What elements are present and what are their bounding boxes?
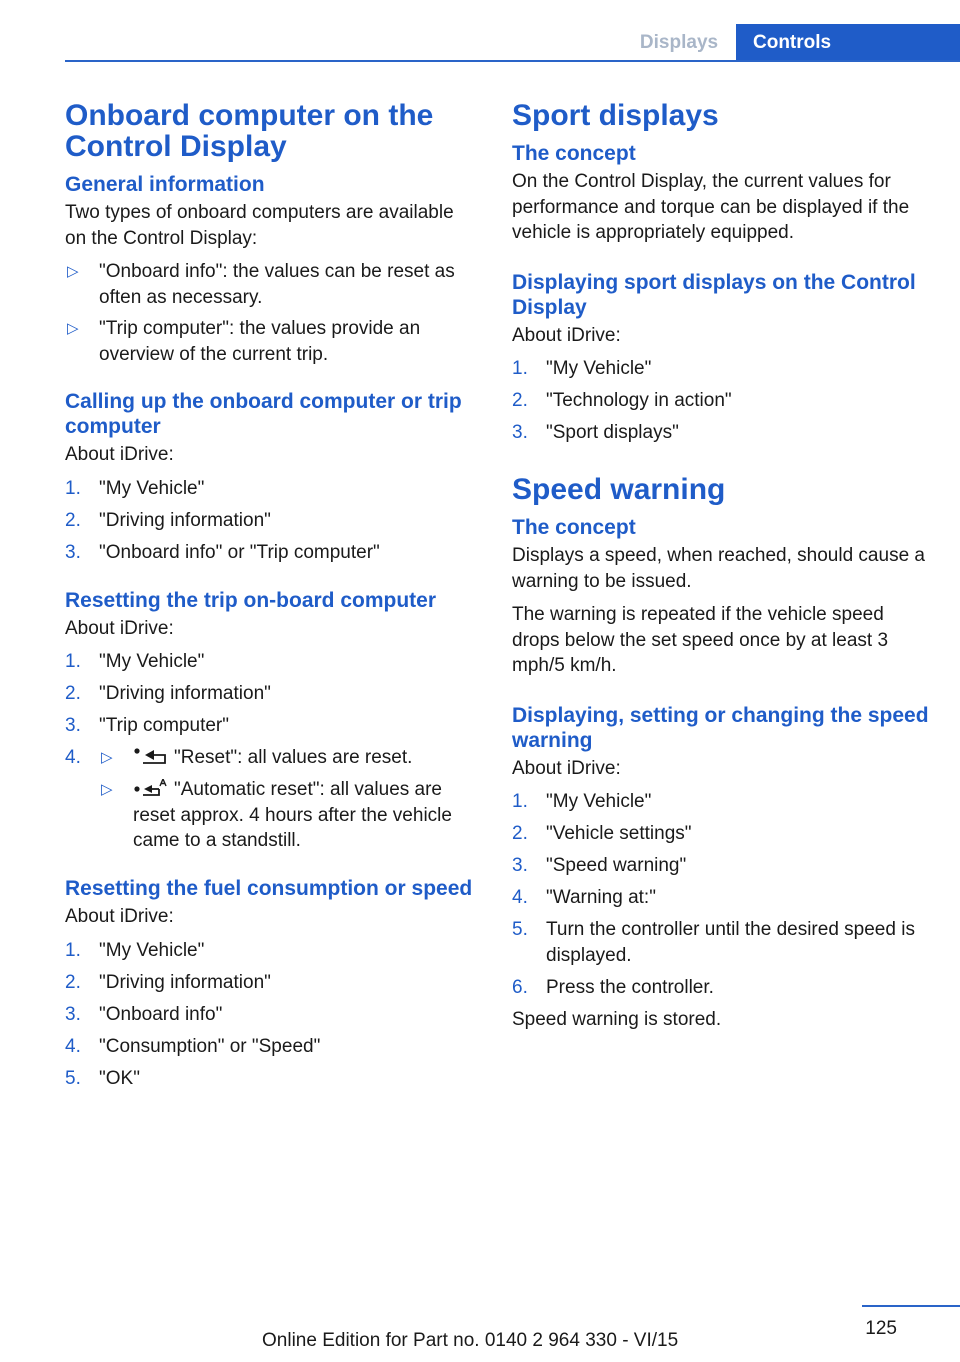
list-item: 6. Press the controller. <box>512 976 714 998</box>
triangle-bullet-icon: ▷ <box>101 749 113 766</box>
list-item: ▷ "Trip computer": the values provide an overview of the current trip. <box>67 318 421 365</box>
triangle-bullet-icon: ▷ <box>101 781 113 798</box>
option-list <box>99 745 477 854</box>
left-column <box>65 100 477 1098</box>
list-item: 1. "My Vehicle" <box>65 651 205 672</box>
steps-list <box>512 356 932 446</box>
header-divider <box>65 60 960 62</box>
subheading-resetting-fuel: Resetting the fuel consumption or speed <box>65 877 473 900</box>
page-number: 125 <box>865 1318 897 1339</box>
triangle-bullet-icon: ▷ <box>67 263 79 280</box>
list-item: 2. "Driving information" <box>65 683 271 704</box>
subheading-resetting-trip: Resetting the trip on-board computer <box>65 588 437 612</box>
tab-controls: Controls <box>736 24 960 61</box>
list-item: 2. "Driving information" <box>65 971 271 993</box>
automatic-reset-icon <box>133 779 169 797</box>
steps-list <box>65 476 477 566</box>
list-item: 4. "Warning at:" <box>512 887 656 908</box>
subheading-the-concept: The concept <box>512 516 636 539</box>
subheading-calling-up: Calling up the onboard computer or trip computer <box>65 390 462 438</box>
list-item: 2. "Technology in action" <box>512 390 732 411</box>
list-item: 4. ▷ "Reset": all values are reset. ▷ "Automatic reset": all values are reset approx. 4 hours after the vehicle came to a standstill. <box>65 745 477 854</box>
list-item: 3. "Onboard info" <box>65 1003 223 1025</box>
subheading-general-information: General information <box>65 173 265 196</box>
list-item: ▷ "Automatic reset": all values are reset approx. 4 hours after the vehicle came to a standstill. <box>101 779 452 851</box>
right-column <box>512 100 932 1040</box>
steps-list <box>65 938 477 1092</box>
steps-list <box>512 789 932 1000</box>
list-item: 2. "Vehicle settings" <box>512 823 692 844</box>
paragraph: About iDrive: <box>65 617 174 639</box>
list-item: 3. "Onboard info" or "Trip computer" <box>65 541 380 563</box>
paragraph: Displays a speed, when reached, should cause a warning to be issued. <box>512 545 925 592</box>
paragraph: About iDrive: <box>65 444 174 465</box>
list-item: 5. "OK" <box>65 1067 140 1089</box>
list-item: ▷ "Reset": all values are reset. <box>99 745 477 771</box>
list-item: 1. "My Vehicle" <box>65 477 205 499</box>
paragraph: The warning is repeated if the vehicle speed drops below the set speed once by at least 3 mph/5 km/h. <box>512 604 889 676</box>
list-item: 1. "My Vehicle" <box>512 791 652 812</box>
reset-icon <box>133 747 169 765</box>
section-heading-speed-warning: Speed warning <box>512 473 726 506</box>
list-item: 2. "Driving information" <box>65 509 271 531</box>
list-item: 1. "My Vehicle" <box>65 939 205 961</box>
page-number-divider <box>862 1305 960 1307</box>
list-item: 3. "Sport displays" <box>512 422 679 443</box>
triangle-bullet-icon: ▷ <box>67 320 79 337</box>
paragraph: About iDrive: <box>65 906 174 927</box>
list-item: 4. "Consumption" or "Speed" <box>65 1035 321 1057</box>
footer-edition: Online Edition for Part no. 0140 2 964 330 - VI/15 <box>262 1330 679 1351</box>
list-item: ▷ "Onboard info": the values can be reset as often as necessary. <box>67 261 455 308</box>
subheading-displaying-sport: Displaying sport displays on the Control Display <box>512 270 916 319</box>
steps-list <box>65 649 477 854</box>
list-item: 1. "My Vehicle" <box>512 358 652 379</box>
bullet-list <box>65 259 477 367</box>
paragraph: Speed warning is stored. <box>512 1008 722 1030</box>
list-item: 3. "Speed warning" <box>512 855 687 876</box>
section-heading-sport-displays: Sport displays <box>512 99 719 132</box>
subheading-displaying-speed-warning: Displaying, setting or changing the speed warning <box>512 703 929 752</box>
paragraph: On the Control Display, the current values for performance and torque can be displayed if the vehicle is appropriately equipped. <box>512 171 910 243</box>
paragraph: Two types of onboard computers are available on the Control Display: <box>65 202 454 249</box>
paragraph: About iDrive: <box>512 757 621 779</box>
list-item: 5. Turn the controller until the desired speed is displayed. <box>512 919 915 966</box>
paragraph: About iDrive: <box>512 324 621 346</box>
subheading-the-concept: The concept <box>512 142 636 165</box>
section-heading-onboard-computer: Onboard computer on the Control Display <box>65 99 434 163</box>
tab-displays: Displays <box>639 32 719 53</box>
list-item: 3. "Trip computer" <box>65 715 229 736</box>
